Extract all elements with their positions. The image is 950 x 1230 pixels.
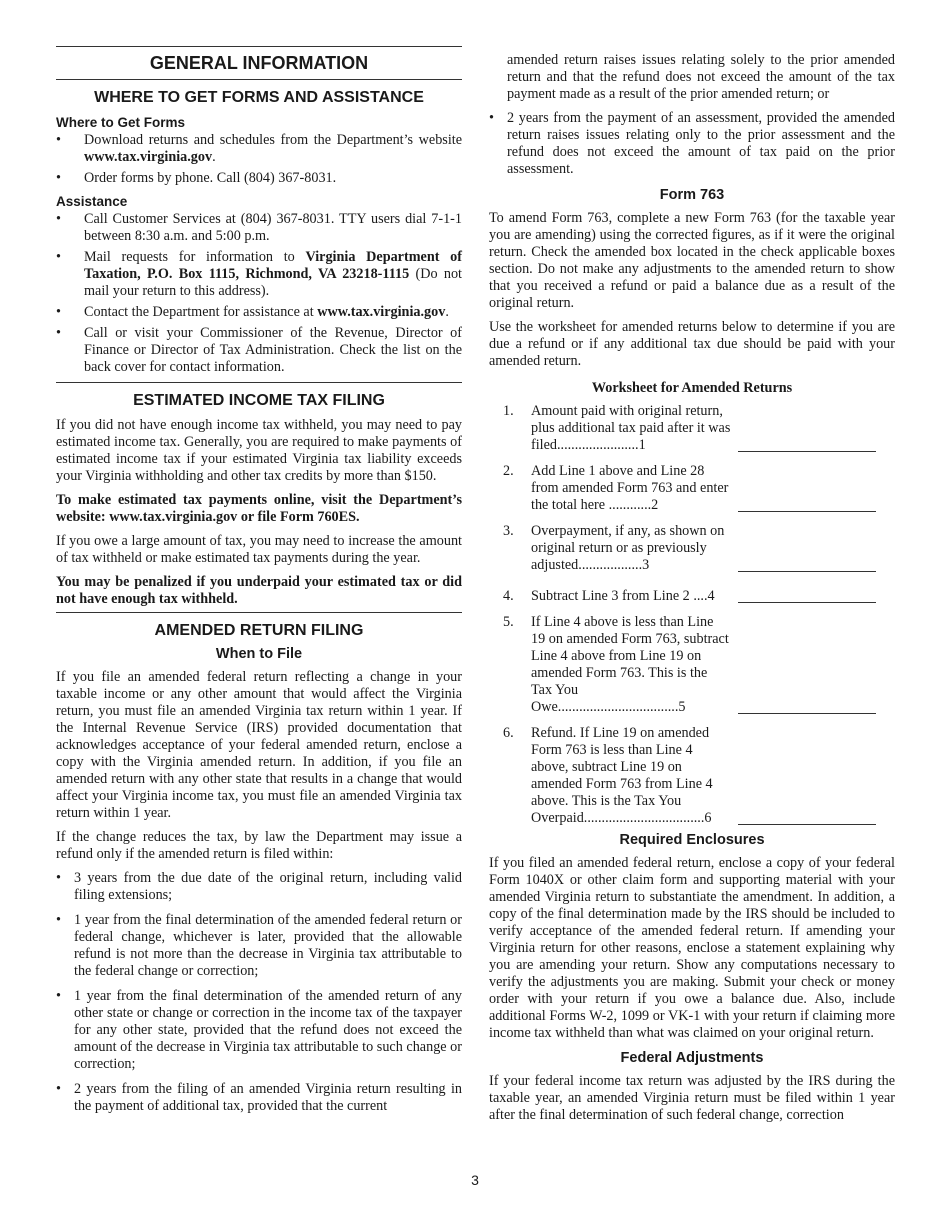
list-continuation: amended return raises issues relating solely to the prior amended return and that the refund does not exceed the amount of the tax payment made as a result of the prior amended return; or [507, 52, 895, 102]
mailing-address: Virginia Department of Taxation, P.O. Box 1115, Richmond, VA 23218-1115 [84, 249, 462, 282]
website-link[interactable]: www.tax.virginia.gov [84, 149, 213, 165]
list-item: • 1 year from the final determination of the amended federal return or federal change, whichever is later, provided that the allowable refund is not more than the decrease in Virginia tax attributable to the federal change or correction; [56, 912, 462, 980]
forms-assistance-heading: WHERE TO GET FORMS AND ASSISTANCE [94, 89, 424, 106]
divider [56, 46, 462, 47]
paragraph: If the change reduces the tax, by law the Department may issue a refund only if the amended return is filed within: [56, 829, 462, 862]
divider [56, 612, 462, 613]
paragraph: If you filed an amended federal return, enclose a copy of your federal Form 1040X or other claim form and supporting material with your amended Virginia return to substantiate the amendment. In addition, a copy of the final determination made by the IRS should be included to verify acceptance of the amended federal return. If amending your Virginia return for other reasons, enclose a statement explaining why you are amending your return. Show any computations necessary to verify the adjustments you are making. Submit your check or money order with your return if you owe a balance due. Also, include additional Forms W-2, 1099 or VK-1 with your return if claiming more income tax withheld than what was claimed on your original return. [489, 855, 895, 1041]
paragraph-bold: You may be penalized if you underpaid your estimated tax or did not have enough tax withheld. [56, 574, 462, 607]
left-column [56, 0, 462, 1123]
assistance-list [56, 211, 462, 376]
assistance-subheading: Assistance [56, 194, 128, 209]
list-item: • 1 year from the final determination of the amended return of any other state or change or correction in the income tax of the taxpayer for any other state, provided that the refund does not exceed the amount of the decrease in Virginia tax attributable to such change or correction; [56, 988, 462, 1073]
worksheet-title: Worksheet for Amended Returns [591, 380, 793, 396]
list-item: • Download returns and schedules from the Department’s website www.tax.virginia.gov. [56, 132, 462, 166]
worksheet-row: 3. Overpayment, if any, as shown on original return or as previously adjusted..................3 [489, 523, 895, 574]
divider [56, 79, 462, 80]
worksheet-row: 5. If Line 4 above is less than Line 19 on amended Form 763, subtract Line 4 above from Line 19 on amended Form 763. This is the Tax You Owe..................................5 [489, 614, 895, 716]
worksheet-row: 4. Subtract Line 3 from Line 2 ....4 [489, 588, 895, 605]
paragraph: If you did not have enough income tax withheld, you may need to pay estimated income tax. Generally, you are required to make payments of estimated income tax if your estimated Virginia tax liability exceeds your Virginia withholding and other tax credits by more than $150. [56, 417, 462, 484]
paragraph: If you owe a large amount of tax, you may need to increase the amount of tax withheld or make estimated tax payments during the year. [56, 533, 462, 566]
paragraph: Use the worksheet for amended returns below to determine if you are due a refund or if any additional tax due should be paid with your amended return. [489, 319, 895, 369]
entry-line[interactable] [738, 451, 876, 452]
list-item: • Call or visit your Commissioner of the Revenue, Director of Finance or Director of Tax Administration. Check the list on the back cover for contact information. [56, 325, 462, 376]
worksheet-row: 1. Amount paid with original return, plus additional tax paid after it was filed.......................1 [489, 403, 895, 454]
form-763-heading: Form 763 [659, 187, 725, 203]
entry-line[interactable] [738, 602, 876, 603]
list-item: • Mail requests for information to Virginia Department of Taxation, P.O. Box 1115, Richmond, VA 23218-1115 (Do not mail your return to this address). [56, 249, 462, 300]
list-item: • Contact the Department for assistance at www.tax.virginia.gov. [56, 304, 462, 321]
list-item: • 3 years from the due date of the original return, including valid filing extensions; [56, 870, 462, 904]
worksheet [489, 403, 895, 827]
list-item: • Call Customer Services at (804) 367-8031. TTY users dial 7-1-1 between 8:30 a.m. and 5:00 p.m. [56, 211, 462, 245]
list-item: • 2 years from the filing of an amended Virginia return resulting in the payment of additional tax, provided that the current [56, 1081, 462, 1115]
entry-line[interactable] [738, 713, 876, 714]
worksheet-row: 6. Refund. If Line 19 on amended Form 763 is less than Line 4 above, subtract Line 19 on amended Form 763 from Line 4 above. This is the Tax You Overpaid..................................6 [489, 725, 895, 827]
estimated-tax-heading: ESTIMATED INCOME TAX FILING [133, 392, 385, 409]
federal-adjustments-heading: Federal Adjustments [620, 1050, 764, 1066]
paragraph: To amend Form 763, complete a new Form 763 (for the taxable year you are amending) using the corrected figures, as if it were the original return. Check the amended box located in the check applicable boxes section. Do not make any adjustments to the amended return to show that you received a refund or paid a balance due as a result of the original return. [489, 210, 895, 311]
divider [56, 382, 462, 383]
when-to-file-heading: When to File [215, 646, 303, 662]
refund-conditions-list-cont [489, 110, 895, 178]
paragraph-bold: To make estimated tax payments online, visit the Department’s website: www.tax.virginia.gov or file Form 760ES. [56, 492, 462, 525]
amended-return-heading: AMENDED RETURN FILING [154, 622, 364, 639]
refund-conditions-list [56, 870, 462, 1115]
page-number: 3 [471, 1172, 479, 1188]
entry-line[interactable] [738, 824, 876, 825]
worksheet-row: 2. Add Line 1 above and Line 28 from amended Form 763 and enter the total here ............2 [489, 463, 895, 514]
where-to-get-forms-subheading: Where to Get Forms [56, 115, 186, 130]
entry-line[interactable] [738, 571, 876, 572]
right-column [489, 0, 895, 1131]
general-information-heading: GENERAL INFORMATION [149, 53, 369, 73]
list-item: • Order forms by phone. Call (804) 367-8031. [56, 170, 462, 187]
where-forms-list [56, 132, 462, 187]
list-item: • 2 years from the payment of an assessment, provided the amended return raises issues relating only to the prior assessment and the refund does not exceed the amount of tax paid on the prior assessment. [489, 110, 895, 178]
entry-line[interactable] [738, 511, 876, 512]
required-enclosures-heading: Required Enclosures [619, 832, 765, 848]
paragraph: If you file an amended federal return reflecting a change in your taxable income or any other amount that would affect the Virginia return, you must file an amended Virginia tax return within 1 year. If the Internal Revenue Service (IRS) provided documentation that acknowledges acceptance of your federal amended return, enclose a copy with the Virginia amended return. In addition, if you file an amended return with any other state that results in a change that would affect your Virginia income tax, you must file an amended Virginia tax return within 1 year. [56, 669, 462, 821]
paragraph: If your federal income tax return was adjusted by the IRS during the taxable year, an amended Virginia return must be filed within 1 year after the final determination of such federal change, correction [489, 1073, 895, 1123]
website-link[interactable]: www.tax.virginia.gov [317, 304, 446, 320]
